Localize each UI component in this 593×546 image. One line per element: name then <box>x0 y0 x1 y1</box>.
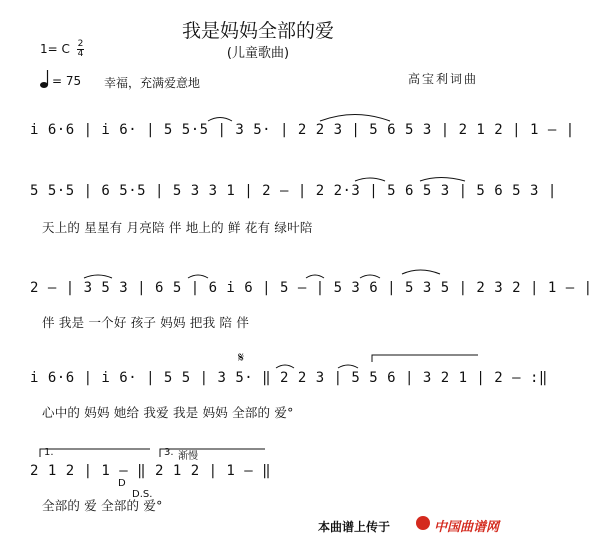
song-title: 我是妈妈全部的爱 <box>181 20 334 42</box>
notation-row-4: i 6·6 | i 6· | 5 5 | 3 5· ‖ 2 2 3 | 5 5 6 | 3 2 1 | 2 – :‖ <box>30 370 548 386</box>
site-logo-icon <box>416 516 430 530</box>
volta-bracket-row5 <box>40 449 265 457</box>
lyricist-composer-credit: 高宝利词曲 <box>408 72 479 86</box>
lyrics-row-2: 天上的 星星有 月亮陪 伴 地上的 鲜 花有 绿叶陪 <box>42 220 313 235</box>
segno-icon: 𝄋 <box>238 350 245 366</box>
tempo-marking: = 75 <box>52 74 82 88</box>
notation-row-5: 2 1 2 | 1 – ‖ 2 1 2 | 1 – ‖ <box>30 463 272 479</box>
notation-row-1: i 6·6 | i 6· | 5 5·5 | 3 5· | 2 2 3 | 5 6 5 3 | 2 1 2 | 1 – | <box>30 122 575 138</box>
slurs-row4 <box>276 365 358 368</box>
slurs-row3 <box>84 270 440 278</box>
song-subtitle: (儿童歌曲) <box>226 46 290 61</box>
expression-marking: 幸福，充满爱意地 <box>104 76 201 90</box>
volta-label-1: 1. <box>44 447 54 458</box>
notation-row-3: 2 – | 3 5 3 | 6 5 | 6 i 6 | 5 – | 5 3 6 | 5 3 5 | 2 3 2 | 1 – | <box>30 280 593 296</box>
key-signature: 1= C <box>40 42 70 56</box>
volta-bracket-row4 <box>372 355 478 362</box>
quarter-note-icon <box>40 70 48 88</box>
upload-note: 本曲谱上传于 <box>318 520 391 534</box>
ritardando-marking: 渐慢 <box>178 451 198 462</box>
lyrics-row-3: 伴 我是 一个好 孩子 妈妈 把我 陪 伴 <box>42 315 250 330</box>
site-logo-text[interactable]: 中国曲谱网 <box>434 520 500 535</box>
time-signature-top: 2 <box>77 39 84 49</box>
lyrics-row-5: 全部的 爱 全部的 爱° <box>42 498 163 513</box>
coda-d-label: D <box>118 478 126 489</box>
lyrics-row-4: 心中的 妈妈 她给 我爱 我是 妈妈 全部的 爱° <box>42 405 294 420</box>
ds-label: D.S. <box>132 489 153 500</box>
volta-label-3: 3. <box>164 447 174 458</box>
time-signature-bottom: 4 <box>77 49 84 59</box>
notation-row-2: 5 5·5 | 6 5·5 | 5 3 3 1 | 2 – | 2 2·3 | 5 6 5 3 | 5 6 5 3 | <box>30 183 557 199</box>
slurs-row1 <box>208 115 390 122</box>
slurs-row2 <box>355 178 465 182</box>
